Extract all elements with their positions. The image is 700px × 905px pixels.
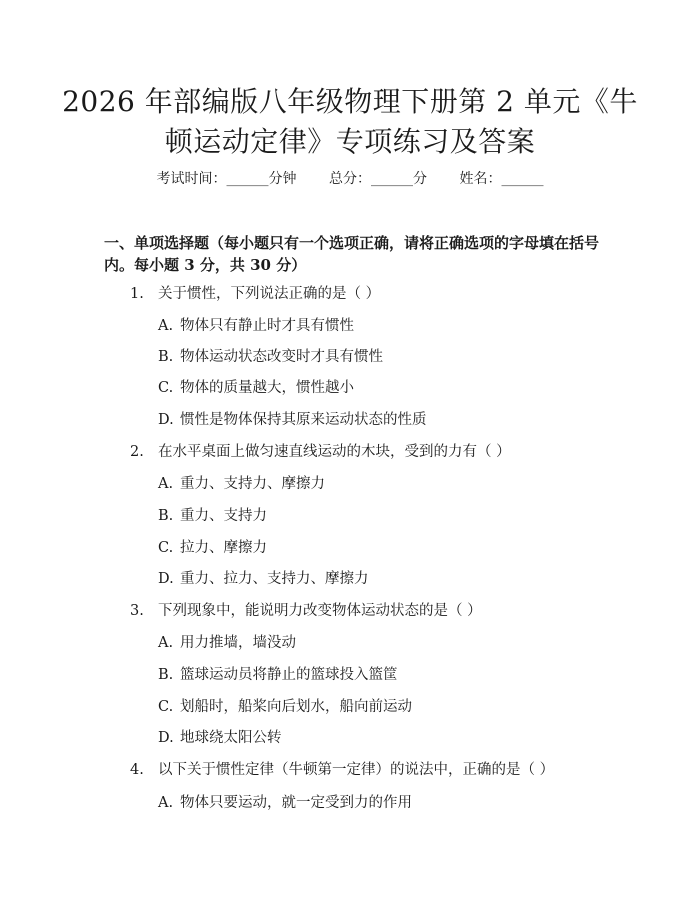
exam-time-field: 考试时间：______分钟 — [156, 171, 297, 187]
exam-meta — [0, 168, 700, 188]
option — [158, 567, 369, 588]
question-text: 以下关于惯性定律（牛顿第一定律）的说法中，正确的是（ ） — [158, 762, 555, 778]
option — [158, 695, 412, 716]
option-text: 物体只要运动，就一定受到力的作用 — [180, 795, 412, 811]
option-text: 用力推墙，墙没动 — [180, 635, 296, 651]
option-letter: B. — [158, 667, 174, 683]
option-text: 物体的质量越大，惯性越小 — [180, 380, 354, 396]
option — [158, 726, 282, 747]
option-text: 惯性是物体保持其原来运动状态的性质 — [180, 412, 427, 428]
option-text: 重力、支持力、摩擦力 — [180, 476, 325, 492]
option-letter: B. — [158, 349, 174, 365]
option — [158, 408, 427, 429]
option-letter: A. — [158, 318, 174, 334]
option — [158, 472, 325, 493]
question-3 — [130, 599, 482, 620]
question-number: 1. — [130, 286, 144, 302]
option — [158, 376, 354, 397]
question-number: 4. — [130, 762, 144, 778]
question-2 — [130, 440, 511, 461]
option-letter: B. — [158, 508, 174, 524]
option-text: 划船时，船桨向后划水，船向前运动 — [180, 699, 412, 715]
option-letter: C. — [158, 699, 174, 715]
option-text: 地球绕太阳公转 — [180, 730, 282, 746]
option-letter: D. — [158, 571, 174, 587]
option-letter: C. — [158, 380, 174, 396]
option — [158, 536, 267, 557]
question-4 — [130, 758, 554, 779]
option — [158, 345, 383, 366]
section-heading: 一、单项选择题（每小题只有一个选项正确，请将正确选项的字母填在括号内。每小题 3 分，共 30 分） — [104, 234, 600, 274]
question-number: 3. — [130, 603, 144, 619]
title-line-1: 2026 年部编版八年级物理下册第 2 单元《牛 — [62, 85, 638, 118]
title-line-2: 顿运动定律》专项练习及答案 — [164, 125, 536, 158]
option — [158, 314, 354, 335]
option-text: 重力、支持力 — [180, 508, 267, 524]
option — [158, 504, 267, 525]
question-text: 下列现象中，能说明力改变物体运动状态的是（ ） — [158, 603, 482, 619]
option-text: 拉力、摩擦力 — [180, 540, 267, 556]
option-letter: D. — [158, 412, 174, 428]
option-letter: A. — [158, 795, 174, 811]
option — [158, 631, 296, 652]
page-title — [0, 82, 700, 162]
option-text: 物体运动状态改变时才具有惯性 — [180, 349, 383, 365]
option-text: 物体只有静止时才具有惯性 — [180, 318, 354, 334]
option-letter: A. — [158, 635, 174, 651]
question-1 — [130, 282, 380, 303]
option-text: 篮球运动员将静止的篮球投入篮筐 — [180, 667, 398, 683]
option-letter: A. — [158, 476, 174, 492]
student-name-field: 姓名：______ — [459, 171, 544, 187]
option-text: 重力、拉力、支持力、摩擦力 — [180, 571, 369, 587]
question-text: 在水平桌面上做匀速直线运动的木块，受到的力有（ ） — [158, 444, 511, 460]
question-number: 2. — [130, 444, 144, 460]
option-letter: C. — [158, 540, 174, 556]
option — [158, 663, 398, 684]
total-score-field: 总分：______分 — [329, 171, 427, 187]
option-letter: D. — [158, 730, 174, 746]
question-text: 关于惯性，下列说法正确的是（ ） — [158, 286, 381, 302]
option — [158, 791, 412, 812]
